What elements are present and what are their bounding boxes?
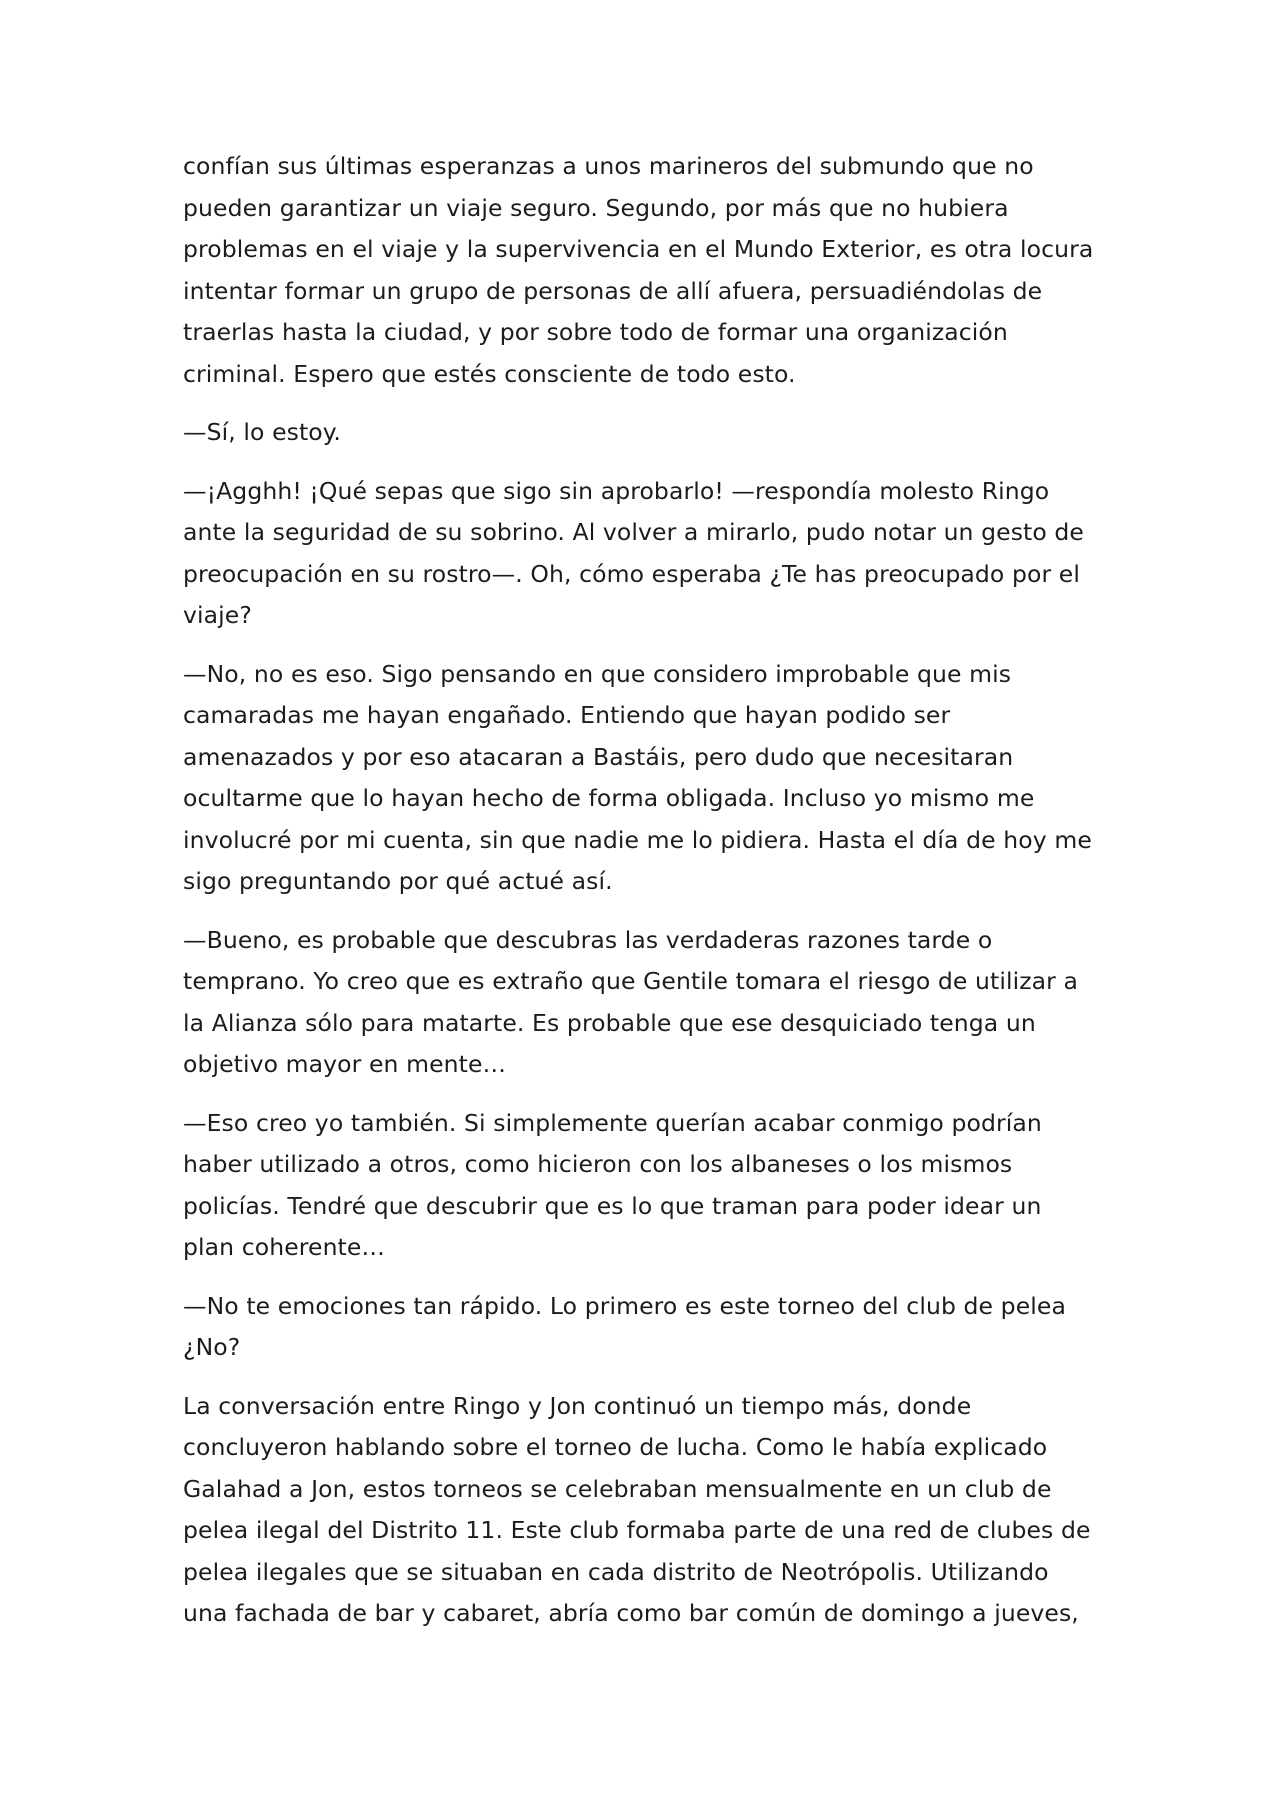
- paragraph: —No te emociones tan rápido. Lo primero es este torneo del club de pelea ¿No?: [183, 1291, 1066, 1361]
- paragraph: —Sí, lo estoy.: [183, 418, 341, 446]
- paragraph: —Bueno, es probable que descubras las verdaderas razones tarde o temprano. Yo creo que es extraño que Gentile tomara el riesgo de utilizar a la Alianza sólo para matarte. Es probable que ese desquiciado tenga un objetivo mayor en mente…: [183, 925, 1079, 1078]
- paragraph: —No, no es eso. Sigo pensando en que considero improbable que mis camaradas me hayan engañado. Entiendo que hayan podido ser amenazados y por eso atacaran a Bastáis, pero dudo que necesitaran ocultarme que lo hayan hecho de forma obligada. Incluso yo mismo me involucré por mi cuenta, sin que nadie me lo pidiera. Hasta el día de hoy me sigo preguntando por qué actué así.: [183, 659, 1092, 895]
- paragraph: —¡Agghh! ¡Qué sepas que sigo sin aprobarlo! —respondía molesto Ringo ante la seguridad de su sobrino. Al volver a mirarlo, pudo notar un gesto de preocupación en su rostro—. Oh, cómo esperaba ¿Te has preocupado por el viaje?: [183, 476, 1084, 629]
- paragraph: La conversación entre Ringo y Jon continuó un tiempo más, donde concluyeron hablando sobre el torneo de lucha. Como le había explicado Galahad a Jon, estos torneos se celebraban mensualmente en un club de pelea ilegal del Distrito 11. Este club formaba parte de una red de clubes de pelea ilegales que se situaban en cada distrito de Neotrópolis. Utilizando una fachada de bar y cabaret, abría como bar común de domingo a jueves,: [183, 1391, 1091, 1627]
- paragraph: confían sus últimas esperanzas a unos marineros del submundo que no pueden garantizar un viaje seguro. Segundo, por más que no hubiera problemas en el viaje y la supervivencia en el Mundo Exterior, es otra locura intentar formar un grupo de personas de allí afuera, persuadiéndolas de traerlas hasta la ciudad, y por sobre todo de formar una organización criminal. Espero que estés consciente de todo esto.: [183, 152, 1094, 388]
- paragraph: —Eso creo yo también. Si simplemente querían acabar conmigo podrían haber utilizado a otros, como hicieron con los albaneses o los mismos policías. Tendré que descubrir que es lo que traman para poder idear un plan coherente…: [183, 1108, 1042, 1261]
- body-text: [183, 146, 1103, 1652]
